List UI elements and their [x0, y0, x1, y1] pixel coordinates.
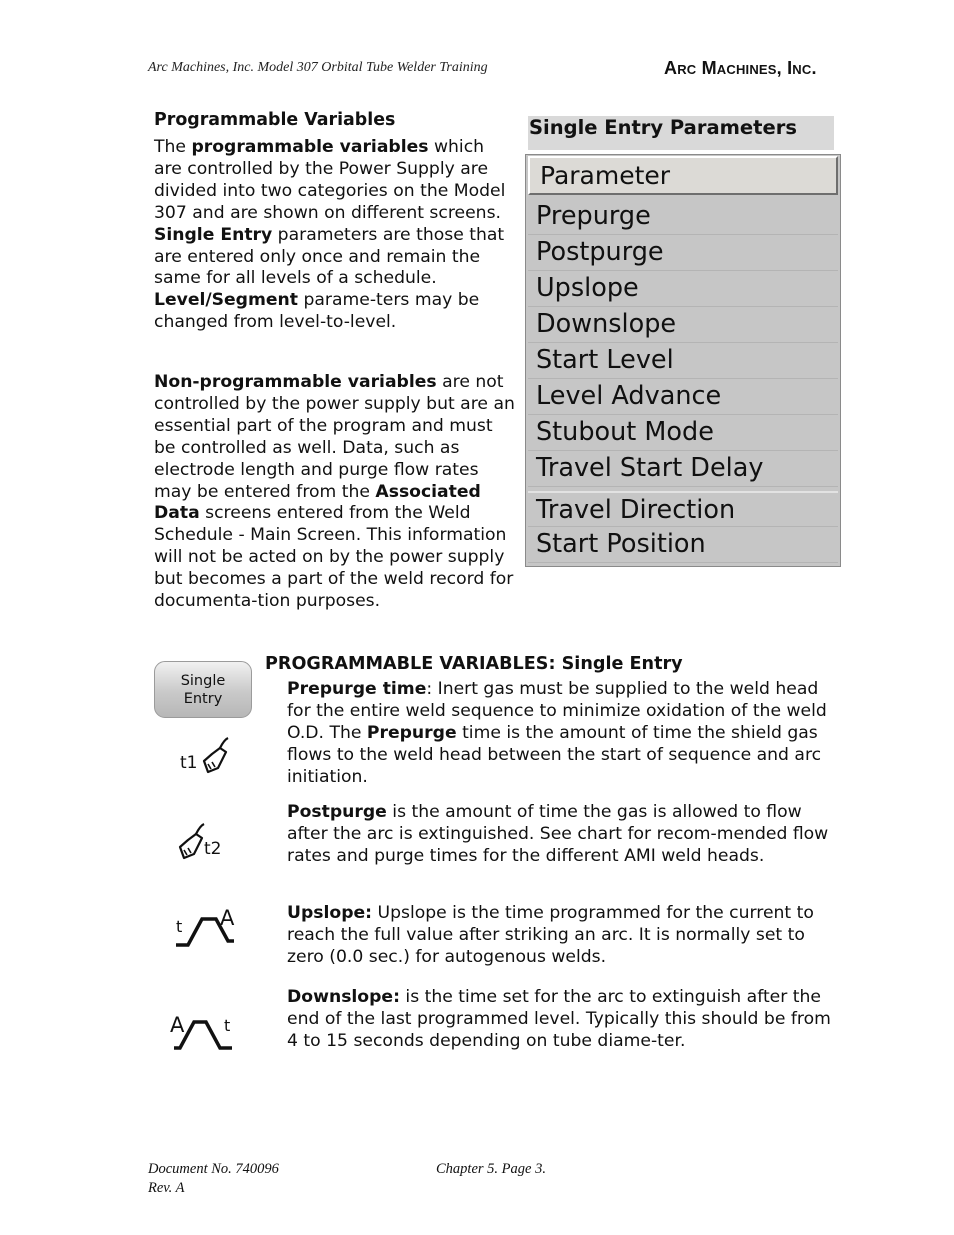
company-logo: Arc Machines, Inc. — [664, 58, 817, 78]
parameter-row-start-position: Start Position — [528, 527, 838, 563]
panel-caption: Single Entry Parameters — [528, 116, 834, 150]
downslope-icon-t: t — [224, 1016, 231, 1035]
running-header-title: Arc Machines, Inc. Model 307 Orbital Tube Welder Training — [148, 60, 488, 75]
footer-document-number: Document No. 740096 — [148, 1161, 279, 1177]
footer-revision: Rev. A — [148, 1180, 185, 1196]
prepurge-icon — [178, 734, 232, 778]
parameter-column-header: Parameter — [528, 156, 838, 195]
single-entry-button-line2: Entry — [183, 691, 223, 707]
single-entry-button — [154, 661, 252, 718]
single-entry-button-line1: Single — [180, 673, 226, 689]
postpurge-icon — [176, 818, 232, 864]
footer-chapter-page: Chapter 5. Page 3. — [436, 1161, 546, 1177]
non-programmable-paragraph: Non-programmable variables are not controlled by the power supply but are an essential part of the program and must be controlled as well. Data, such as electrode length and purge flow rates may be entered from the Associated Data screens entered from the Weld Schedule - Main Screen. This information will not be acted on by the power supply but becomes a part of the weld record for documenta-tion purposes. — [154, 372, 515, 612]
upslope-icon — [172, 905, 240, 949]
intro-paragraph: The programmable variables which are controlled by the Power Supply are divided into two categories on the Model 307 and are shown on different screens. Single Entry parameters are those that are entered only once and remain the same for all levels of a schedule. Level/Segment parame-ters may be changed from level-to-level. — [154, 137, 506, 333]
downslope-icon-a: A — [170, 1013, 185, 1037]
upslope-icon-a: A — [220, 906, 235, 930]
postpurge-paragraph: Postpurge is the amount of time the gas is allowed to flow after the arc is extinguished. See chart for recom-mended flow rates and purge times for the different AMI weld heads. — [287, 802, 829, 866]
parameter-row-stubout-mode: Stubout Mode — [528, 415, 838, 451]
parameter-row-travel-direction: Travel Direction — [528, 491, 838, 527]
footer-document-info — [148, 1160, 279, 1198]
parameter-row-start-level: Start Level — [528, 343, 838, 379]
postpurge-icon-label: t2 — [204, 839, 222, 859]
prepurge-icon-label: t1 — [180, 753, 198, 773]
parameter-row-postpurge: Postpurge — [528, 235, 838, 271]
section-heading: Programmable Variables — [154, 110, 396, 130]
single-entry-heading: PROGRAMMABLE VARIABLES: Single Entry — [265, 654, 683, 674]
parameter-row-level-advance: Level Advance — [528, 379, 838, 415]
downslope-icon — [166, 1012, 236, 1052]
parameter-list-panel — [525, 154, 841, 567]
parameter-row-downslope: Downslope — [528, 307, 838, 343]
downslope-paragraph: Downslope: is the time set for the arc to extinguish after the end of the last programmed level. Typically this should be from 4 to 15 seconds depending on tube diame-ter. — [287, 987, 831, 1051]
upslope-icon-t: t — [176, 917, 183, 936]
parameter-row-upslope: Upslope — [528, 271, 838, 307]
parameter-row-prepurge: Prepurge — [528, 199, 838, 235]
upslope-paragraph: Upslope: Upslope is the time programmed for the current to reach the full value after striking an arc. It is normally set to zero (0.0 sec.) for autogenous welds. — [287, 903, 814, 967]
prepurge-paragraph: Prepurge time: Inert gas must be supplied to the weld head for the entire weld sequence to minimize oxidation of the weld O.D. The Prepurge time is the amount of time the shield gas flows to the weld head between the start of sequence and arc initiation. — [287, 679, 827, 787]
parameter-row-travel-start-delay: Travel Start Delay — [528, 451, 838, 487]
